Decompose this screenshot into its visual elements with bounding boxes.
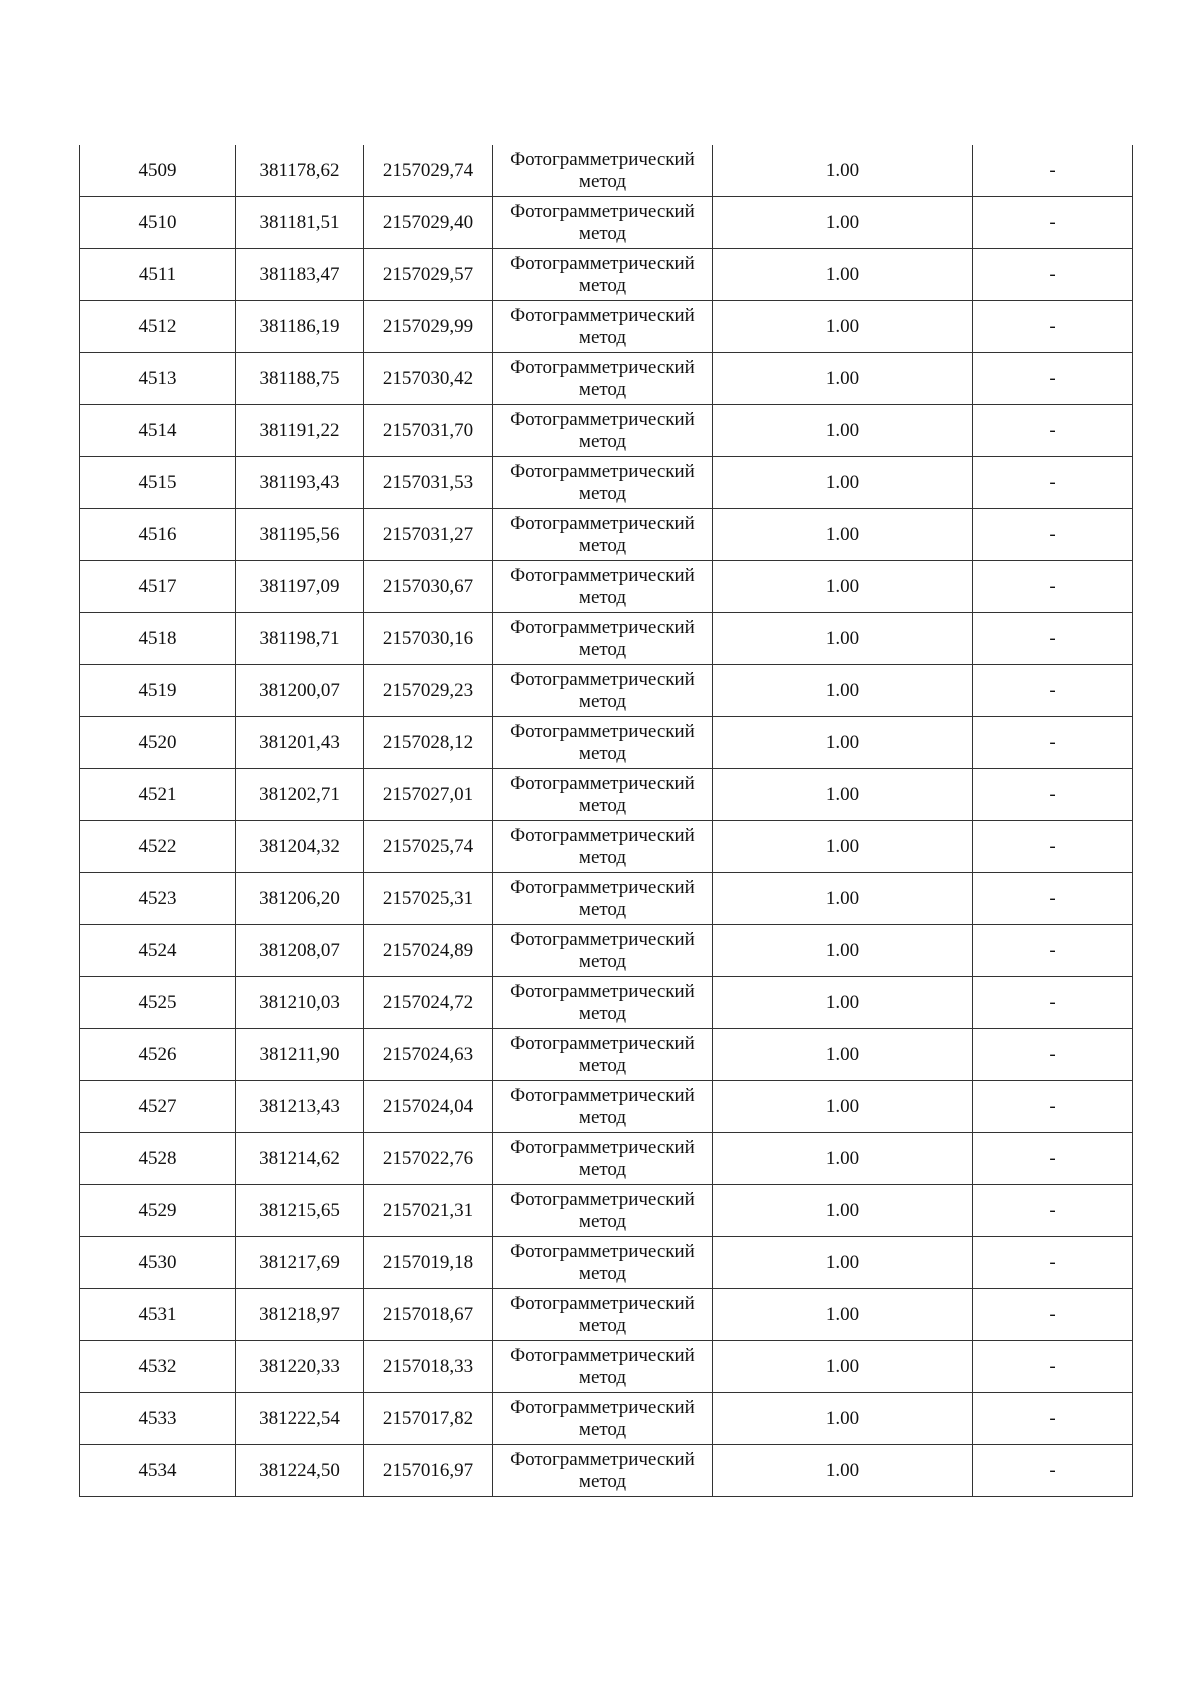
note-cell: - [973,1393,1133,1445]
note-cell: - [973,769,1133,821]
method-cell [493,457,713,509]
accuracy-cell: 1.00 [713,197,973,249]
table-row [80,1289,1133,1341]
note-cell: - [973,509,1133,561]
x-coordinate-cell: 381181,51 [236,197,364,249]
table-row [80,249,1133,301]
point-number-cell: 4525 [80,977,236,1029]
point-number-cell: 4524 [80,925,236,977]
method-text-line1: Фотограмметрический [510,720,695,742]
accuracy-cell: 1.00 [713,457,973,509]
y-coordinate-cell: 2157018,33 [364,1341,493,1393]
method-text-line1: Фотограмметрический [510,252,695,274]
method-text-line1: Фотограмметрический [510,1032,695,1054]
table-row [80,1445,1133,1497]
table-row [80,1133,1133,1185]
note-cell: - [973,1289,1133,1341]
x-coordinate-cell: 381220,33 [236,1341,364,1393]
accuracy-cell: 1.00 [713,1133,973,1185]
table-row [80,1237,1133,1289]
coordinates-table [79,145,1133,1497]
x-coordinate-cell: 381201,43 [236,717,364,769]
accuracy-cell: 1.00 [713,977,973,1029]
method-cell [493,1289,713,1341]
method-cell [493,1393,713,1445]
accuracy-cell: 1.00 [713,249,973,301]
accuracy-cell: 1.00 [713,1445,973,1497]
method-cell [493,197,713,249]
method-text-line2: метод [578,274,627,296]
method-cell [493,1133,713,1185]
y-coordinate-cell: 2157029,57 [364,249,493,301]
table-row [80,1185,1133,1237]
method-text-line1: Фотограмметрический [510,824,695,846]
y-coordinate-cell: 2157030,16 [364,613,493,665]
method-text-line1: Фотограмметрический [510,1240,695,1262]
x-coordinate-cell: 381224,50 [236,1445,364,1497]
method-text-line2: метод [578,1314,627,1336]
method-text-line1: Фотограмметрический [510,200,695,222]
method-text-line2: метод [578,950,627,972]
accuracy-cell: 1.00 [713,613,973,665]
accuracy-cell: 1.00 [713,509,973,561]
y-coordinate-cell: 2157031,53 [364,457,493,509]
method-cell [493,353,713,405]
x-coordinate-cell: 381213,43 [236,1081,364,1133]
method-text-line1: Фотограмметрический [510,616,695,638]
method-text-line2: метод [578,222,627,244]
method-text-line2: метод [578,326,627,348]
method-cell [493,1029,713,1081]
note-cell: - [973,145,1133,197]
note-cell: - [973,873,1133,925]
point-number-cell: 4527 [80,1081,236,1133]
method-text-line2: метод [578,1418,627,1440]
x-coordinate-cell: 381178,62 [236,145,364,197]
method-text-line2: метод [578,898,627,920]
accuracy-cell: 1.00 [713,301,973,353]
point-number-cell: 4532 [80,1341,236,1393]
table-row [80,925,1133,977]
y-coordinate-cell: 2157018,67 [364,1289,493,1341]
x-coordinate-cell: 381197,09 [236,561,364,613]
method-text-line2: метод [578,638,627,660]
x-coordinate-cell: 381208,07 [236,925,364,977]
method-cell [493,301,713,353]
method-text-line1: Фотограмметрический [510,928,695,950]
method-text-line1: Фотограмметрический [510,460,695,482]
method-cell [493,561,713,613]
note-cell: - [973,197,1133,249]
accuracy-cell: 1.00 [713,1029,973,1081]
point-number-cell: 4520 [80,717,236,769]
method-text-line1: Фотограмметрический [510,1136,695,1158]
table-row [80,1029,1133,1081]
method-text-line2: метод [578,690,627,712]
note-cell: - [973,353,1133,405]
note-cell: - [973,1081,1133,1133]
method-text-line2: метод [578,534,627,556]
y-coordinate-cell: 2157029,74 [364,145,493,197]
method-text-line1: Фотограмметрический [510,564,695,586]
y-coordinate-cell: 2157029,40 [364,197,493,249]
x-coordinate-cell: 381200,07 [236,665,364,717]
point-number-cell: 4530 [80,1237,236,1289]
method-text-line1: Фотограмметрический [510,1292,695,1314]
method-text-line2: метод [578,482,627,504]
method-cell [493,665,713,717]
accuracy-cell: 1.00 [713,873,973,925]
point-number-cell: 4512 [80,301,236,353]
x-coordinate-cell: 381183,47 [236,249,364,301]
accuracy-cell: 1.00 [713,353,973,405]
y-coordinate-cell: 2157027,01 [364,769,493,821]
method-cell [493,717,713,769]
note-cell: - [973,717,1133,769]
x-coordinate-cell: 381210,03 [236,977,364,1029]
note-cell: - [973,1133,1133,1185]
point-number-cell: 4513 [80,353,236,405]
method-cell [493,1081,713,1133]
y-coordinate-cell: 2157031,27 [364,509,493,561]
method-text-line1: Фотограмметрический [510,1396,695,1418]
method-cell [493,769,713,821]
method-text-line2: метод [578,170,627,192]
point-number-cell: 4514 [80,405,236,457]
x-coordinate-cell: 381204,32 [236,821,364,873]
method-text-line1: Фотограмметрический [510,512,695,534]
table-row [80,561,1133,613]
table-row [80,353,1133,405]
y-coordinate-cell: 2157022,76 [364,1133,493,1185]
method-text-line2: метод [578,1106,627,1128]
note-cell: - [973,821,1133,873]
y-coordinate-cell: 2157016,97 [364,1445,493,1497]
x-coordinate-cell: 381188,75 [236,353,364,405]
x-coordinate-cell: 381193,43 [236,457,364,509]
point-number-cell: 4515 [80,457,236,509]
point-number-cell: 4509 [80,145,236,197]
accuracy-cell: 1.00 [713,1393,973,1445]
x-coordinate-cell: 381214,62 [236,1133,364,1185]
method-text-line1: Фотограмметрический [510,1344,695,1366]
y-coordinate-cell: 2157017,82 [364,1393,493,1445]
method-text-line2: метод [578,1054,627,1076]
method-text-line2: метод [578,794,627,816]
method-text-line2: метод [578,430,627,452]
y-coordinate-cell: 2157028,12 [364,717,493,769]
point-number-cell: 4517 [80,561,236,613]
note-cell: - [973,977,1133,1029]
method-text-line1: Фотограмметрический [510,304,695,326]
method-cell [493,509,713,561]
point-number-cell: 4523 [80,873,236,925]
table-row [80,405,1133,457]
point-number-cell: 4522 [80,821,236,873]
method-text-line1: Фотограмметрический [510,408,695,430]
method-cell [493,249,713,301]
accuracy-cell: 1.00 [713,1185,973,1237]
accuracy-cell: 1.00 [713,769,973,821]
table-row [80,1341,1133,1393]
method-cell [493,821,713,873]
accuracy-cell: 1.00 [713,405,973,457]
method-text-line1: Фотограмметрический [510,1188,695,1210]
accuracy-cell: 1.00 [713,1289,973,1341]
y-coordinate-cell: 2157029,99 [364,301,493,353]
x-coordinate-cell: 381218,97 [236,1289,364,1341]
point-number-cell: 4533 [80,1393,236,1445]
method-cell [493,1445,713,1497]
point-number-cell: 4534 [80,1445,236,1497]
method-cell [493,1341,713,1393]
y-coordinate-cell: 2157024,63 [364,1029,493,1081]
note-cell: - [973,613,1133,665]
x-coordinate-cell: 381211,90 [236,1029,364,1081]
table-row [80,457,1133,509]
method-text-line2: метод [578,1210,627,1232]
accuracy-cell: 1.00 [713,145,973,197]
note-cell: - [973,925,1133,977]
table-row [80,873,1133,925]
method-cell [493,873,713,925]
table-row [80,197,1133,249]
point-number-cell: 4531 [80,1289,236,1341]
method-text-line1: Фотограмметрический [510,1084,695,1106]
table-row [80,821,1133,873]
point-number-cell: 4521 [80,769,236,821]
x-coordinate-cell: 381186,19 [236,301,364,353]
point-number-cell: 4510 [80,197,236,249]
note-cell: - [973,249,1133,301]
method-cell [493,1237,713,1289]
x-coordinate-cell: 381198,71 [236,613,364,665]
y-coordinate-cell: 2157024,89 [364,925,493,977]
point-number-cell: 4529 [80,1185,236,1237]
note-cell: - [973,1185,1133,1237]
note-cell: - [973,665,1133,717]
table-body [80,145,1133,1497]
point-number-cell: 4526 [80,1029,236,1081]
point-number-cell: 4519 [80,665,236,717]
method-text-line2: метод [578,742,627,764]
method-cell [493,977,713,1029]
accuracy-cell: 1.00 [713,1081,973,1133]
accuracy-cell: 1.00 [713,665,973,717]
table-row [80,301,1133,353]
point-number-cell: 4511 [80,249,236,301]
method-text-line2: метод [578,1262,627,1284]
method-text-line2: метод [578,1366,627,1388]
note-cell: - [973,405,1133,457]
y-coordinate-cell: 2157019,18 [364,1237,493,1289]
method-text-line1: Фотограмметрический [510,772,695,794]
table-row [80,977,1133,1029]
point-number-cell: 4528 [80,1133,236,1185]
note-cell: - [973,457,1133,509]
y-coordinate-cell: 2157024,04 [364,1081,493,1133]
method-text-line1: Фотограмметрический [510,1448,695,1470]
x-coordinate-cell: 381191,22 [236,405,364,457]
accuracy-cell: 1.00 [713,1237,973,1289]
method-text-line2: метод [578,1002,627,1024]
table-row [80,145,1133,197]
method-text-line1: Фотограмметрический [510,980,695,1002]
y-coordinate-cell: 2157029,23 [364,665,493,717]
method-text-line2: метод [578,378,627,400]
method-text-line1: Фотограмметрический [510,668,695,690]
table-row [80,717,1133,769]
y-coordinate-cell: 2157021,31 [364,1185,493,1237]
method-text-line1: Фотограмметрический [510,876,695,898]
table-row [80,1393,1133,1445]
x-coordinate-cell: 381206,20 [236,873,364,925]
method-cell [493,925,713,977]
accuracy-cell: 1.00 [713,717,973,769]
y-coordinate-cell: 2157024,72 [364,977,493,1029]
x-coordinate-cell: 381222,54 [236,1393,364,1445]
table-row [80,769,1133,821]
y-coordinate-cell: 2157030,67 [364,561,493,613]
table-row [80,613,1133,665]
method-cell [493,405,713,457]
method-cell [493,613,713,665]
method-text-line2: метод [578,1158,627,1180]
note-cell: - [973,561,1133,613]
x-coordinate-cell: 381217,69 [236,1237,364,1289]
method-cell [493,1185,713,1237]
y-coordinate-cell: 2157025,74 [364,821,493,873]
note-cell: - [973,1341,1133,1393]
table-row [80,509,1133,561]
x-coordinate-cell: 381215,65 [236,1185,364,1237]
y-coordinate-cell: 2157025,31 [364,873,493,925]
x-coordinate-cell: 381202,71 [236,769,364,821]
method-text-line2: метод [578,586,627,608]
method-text-line1: Фотограмметрический [510,148,695,170]
x-coordinate-cell: 381195,56 [236,509,364,561]
y-coordinate-cell: 2157030,42 [364,353,493,405]
accuracy-cell: 1.00 [713,561,973,613]
point-number-cell: 4518 [80,613,236,665]
table-row [80,665,1133,717]
point-number-cell: 4516 [80,509,236,561]
method-text-line1: Фотограмметрический [510,356,695,378]
method-cell [493,145,713,197]
note-cell: - [973,1029,1133,1081]
note-cell: - [973,1445,1133,1497]
method-text-line2: метод [578,846,627,868]
note-cell: - [973,1237,1133,1289]
note-cell: - [973,301,1133,353]
accuracy-cell: 1.00 [713,925,973,977]
y-coordinate-cell: 2157031,70 [364,405,493,457]
method-text-line2: метод [578,1470,627,1492]
accuracy-cell: 1.00 [713,1341,973,1393]
accuracy-cell: 1.00 [713,821,973,873]
table-row [80,1081,1133,1133]
